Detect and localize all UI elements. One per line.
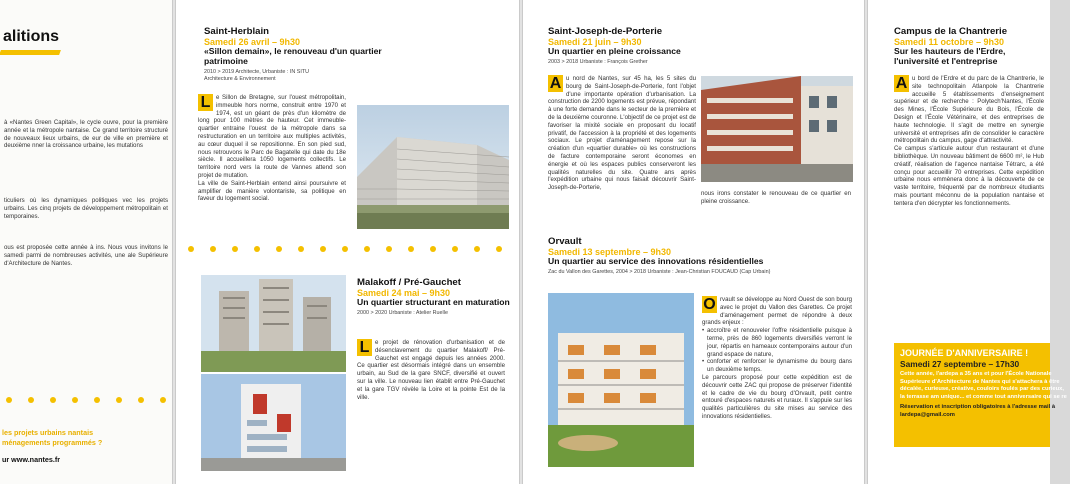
malakoff-dropcap: L (357, 339, 372, 356)
anniversary-reservation[interactable]: Réservation et inscription obligatoires à l'adresse mail à lardepa@gmail.com (900, 404, 1056, 418)
porterie-place: Saint-Joseph-de-Porterie (548, 26, 663, 37)
herblain-text-2: La ville de Saint-Herblain entend ainsi poursuivre et amplifier de manière volontariste, sa politique en faveur du logement social. (198, 179, 346, 203)
herblain-text: L e Sillon de Bretagne, sur l'ouest métropolitain, immeuble hors norme, construit entre 1970 et 1974, est un géant de près d'un kilomètre de long pour 100 mètres de hauteur. Cet immeuble-quartier entraine l'ouest de la métropole dans sa restructuration en un territoire aux multiples activités, au cœur duquel il se repositionne. En son pied sud, nous retrouvons le Parc de Bagatelle qui date du 18e siècle. Il accueillera 1050 logements collectifs. Le territoire nord vers la route de Vannes attend son projet de mutation. La ville de Saint-Herblain entend ainsi poursuivre et amplifier de manière volontariste, sa politique en faveur du logement social. (198, 94, 346, 203)
chantrerie-text-2: Ce campus s'articule autour d'un restaurant et d'une bibliothèque. Un nouveau bâtiment de 6600 m², le Hub créatif, réalisation de l'agence nantaise Tétrarc, a été conçu pour accueillir 70 entreprises. Cette expédition urbaine nous emmènera donc à la découverte de ce vaste territoire, fréquenté par de nombreux étudiants mais pourtant méconnu de la population nantaise et tentera d'en décrypter les fonctionnements. (894, 145, 1044, 207)
page-left (0, 0, 172, 484)
chantrerie-subtitle: Sur les hauteurs de l'Erdre, l'université et l'entreprise (894, 46, 1006, 66)
chantrerie-header (894, 26, 1050, 67)
porterie-text: A u nord de Nantes, sur 45 ha, les 5 sites du bourg de Saint-Joseph-de-Porterie, font l'objet d'une importante opération d'urbanisation. La construction de 2200 logements est prévue, répondant à une forte demande dans le secteur de la première et de la deuxième couronne. L'objectif de ce projet est de favoriser la mixité sociale en proposant du locatif privatif, de l'accession à la propriété et des logements sociaux. Le projet d'aménagement repose sur la création d'un «quartier durable» où les constructions de facture contemporaine seront économes en énergie et où les espaces publics conserveront les qualités naturelles du site. Quatre ans après l'expédition urbaine qui nous faisait découvrir Saint-Joseph-de-Porterie, (548, 75, 696, 192)
malakoff-place: Malakoff / Pré-Gauchet (357, 277, 461, 288)
herblain-date: Samedi 26 avril – 9h30 (204, 37, 301, 47)
porterie-date: Samedi 21 juin – 9h30 (548, 37, 642, 47)
anniversary-title: JOURNÉE D'ANNIVERSAIRE ! (900, 348, 1029, 358)
section-heading: alitions (3, 28, 60, 45)
herblain-subtitle: «Sillon demain», le renouveau d'un quartier patrimoine (204, 46, 382, 66)
malakoff-date: Samedi 24 mai – 9h30 (357, 288, 451, 298)
malakoff-photo-2 (201, 374, 346, 471)
porterie-subtitle: Un quartier en pleine croissance (548, 46, 681, 56)
malakoff-towers-image (201, 275, 346, 372)
chantrerie-dropcap: A (895, 75, 908, 92)
porterie-text-2: nous irons constater le renouveau de ce quartier en pleine croissance. (701, 190, 851, 205)
herblain-header (204, 26, 394, 83)
orvault-text-2: Le parcours proposé pour cette expédition est de découvrir cette ZAC qui propose de préserver l'identité et le cadre de vie du bourg d'Orvault, petit centre entouré d'espaces naturels et ruraux. Il s'appuie sur les qualités particulières du site mises au service des innovations résidentielles. (702, 373, 852, 420)
porterie-meta: 2003 > 2018 Urbaniste : François Grether (548, 58, 648, 65)
herblain-place: Saint-Herblain (204, 26, 270, 37)
malakoff-photo-1 (201, 275, 346, 372)
dotted-separator-2 (188, 246, 513, 254)
orvault-place: Orvault (548, 236, 582, 247)
orvault-text: O rvault se développe au Nord Ouest de son bourg avec le projet du Vallon des Garettes. Ce projet d'aménagement permet de répondre à deux grands enjeux : • accroître et renouveler l'offre résidentielle puisque à terme, près de 860 logements diversifiés verront le jour, répartis en hameaux contemporains autour d'un grand espace de nature, • conforter et renforcer le dynamisme du bourg dans un deuxième temps. Le parcours proposé pour cette expédition est de découvrir cette ZAC qui propose de préserver l'identité et le cadre de vie du bourg d'Orvault, petit centre entouré d'espaces naturels et ruraux. Il s'appuie sur les qualités particulières du site mises au service des innovations résidentielles. (702, 296, 852, 421)
malakoff-subtitle: Un quartier structurant en maturation (357, 297, 510, 307)
orvault-bullet-2: • conforter et renforcer le dynamisme du bourg dans un deuxième temps. (702, 358, 852, 374)
orvault-date: Samedi 13 septembre – 9h30 (548, 247, 672, 257)
malakoff-meta: 2000 > 2020 Urbaniste : Atelier Ruelle (357, 309, 448, 316)
orvault-subtitle: Un quartier au service des innovations résidentielles (548, 256, 764, 266)
malakoff-header (357, 277, 515, 317)
anniversary-box (894, 343, 1067, 447)
page-chantrerie (868, 0, 1067, 484)
chantrerie-date: Samedi 11 octobre – 9h30 (894, 37, 1005, 47)
page-porterie-orvault (523, 0, 864, 484)
anniversary-text: Cette année, l'ardepa a 35 ans et pour l'École Nationale Supérieure d'Architecture de Nantes qui s'attachera à être décalée, curieuse, créative, couloirs foulés par des curieux, la terrasse am unique... et comme tout anniversaire qui se re (900, 371, 1067, 400)
chantrerie-place: Campus de la Chantrerie (894, 26, 1008, 37)
malakoff-modern-building-image (201, 374, 346, 471)
orvault-photo (548, 293, 694, 467)
orvault-dropcap: O (703, 296, 716, 313)
anniversary-date: Samedi 27 septembre – 17h30 (900, 359, 1020, 369)
footer-question-1: les projets urbains nantais (2, 428, 94, 437)
heading-underline (0, 50, 61, 55)
chantrerie-text: A u bord de l'Erdre et du parc de la Chantrerie, le site technopolitain Atlanpole la Chantrerie accueille 5 établissements d'enseignement supérieur et de recherche : Polytech'Nantes, l'École des Mines, l'École Supérieure du Bois, l'École de Design et l'École Vétérinaire, et des entreprises de haute technologie. Il s'agit de mettre en synergie université et entreprises afin de consolider le caractère métropolitain du campus, gage d'attractivité. Ce campus s'articule autour d'un restaurant et d'une bibliothèque. Un nouveau bâtiment de 6600 m², le Hub créatif, réalisation de l'agence nantaise Tétrarc, a été conçu pour accueillir 70 entreprises. Cette expédition urbaine nous emmènera donc à la découverte de ce vaste territoire, fréquenté par de nombreux étudiants mais pourtant méconnu de la population nantaise et tentera d'en décrypter les fonctionnements. (894, 75, 1044, 207)
orvault-header (548, 236, 858, 276)
intro-paragraph: à «Nantes Green Capital», le cycle ouvre, pour la première année et la métropole nantaise. Ce grand territoire structuré de nouveaux lieux urbains, de eur de ville en première et deuxième nner la croissance urbaine, les mutations (4, 119, 168, 150)
herblain-meta-2: Architecture & Environnement (204, 75, 276, 82)
porterie-photo (701, 76, 853, 182)
malakoff-text: L e projet de rénovation d'urbanisation et de désenclavement du quartier Malakoff/ Pré-Gauchet est engagé depuis les années 2000. Ce quartier est désormais intégré dans un ensemble urbain, au Sud de la gare SNCF, diversifié et ouvert sur la ville. Le nouveau lien établit entre Pré-Gauchet et la gare TGV révèle la Loire et la pointe Est de la ville. (357, 339, 505, 401)
herblain-building-image (357, 105, 509, 229)
dotted-separator (6, 397, 166, 405)
footer-question-2: ménagements programmés ? (2, 438, 103, 447)
orvault-meta: Zac du Vallon des Garettes, 2004 > 2018 Urbaniste : Jean-Christian FOUCAUD (Cap Urbain) (548, 268, 771, 275)
intro-paragraph-2: ticuliers où les dynamiques politiques vec les projets urbains. Les cinq projets de développement métropolitain et temporaines. (4, 197, 168, 220)
footer-url[interactable]: ur www.nantes.fr (2, 455, 61, 464)
porterie-dropcap: A (549, 75, 562, 92)
porterie-housing-image (701, 76, 853, 182)
herblain-meta-1: 2010 > 2019 Architecte, Urbaniste : IN SITU (204, 68, 310, 75)
intro-paragraph-3: ous est proposée cette année à ins. Nous vous invitons le samedi parmi de nombreuses activités, une ale Supérieure d'Architecture de Nantes. (4, 244, 168, 267)
page-herblain-malakoff (176, 0, 519, 484)
orvault-bullets (702, 327, 852, 374)
orvault-bullet-1: • accroître et renouveler l'offre résidentielle puisque à terme, près de 860 logements diversifiés verront le jour, répartis en hameaux contemporains autour d'un grand espace de nature, (702, 327, 852, 358)
porterie-header (548, 26, 768, 66)
herblain-dropcap: L (198, 94, 213, 111)
herblain-photo (357, 105, 509, 229)
orvault-residence-image (548, 293, 694, 467)
